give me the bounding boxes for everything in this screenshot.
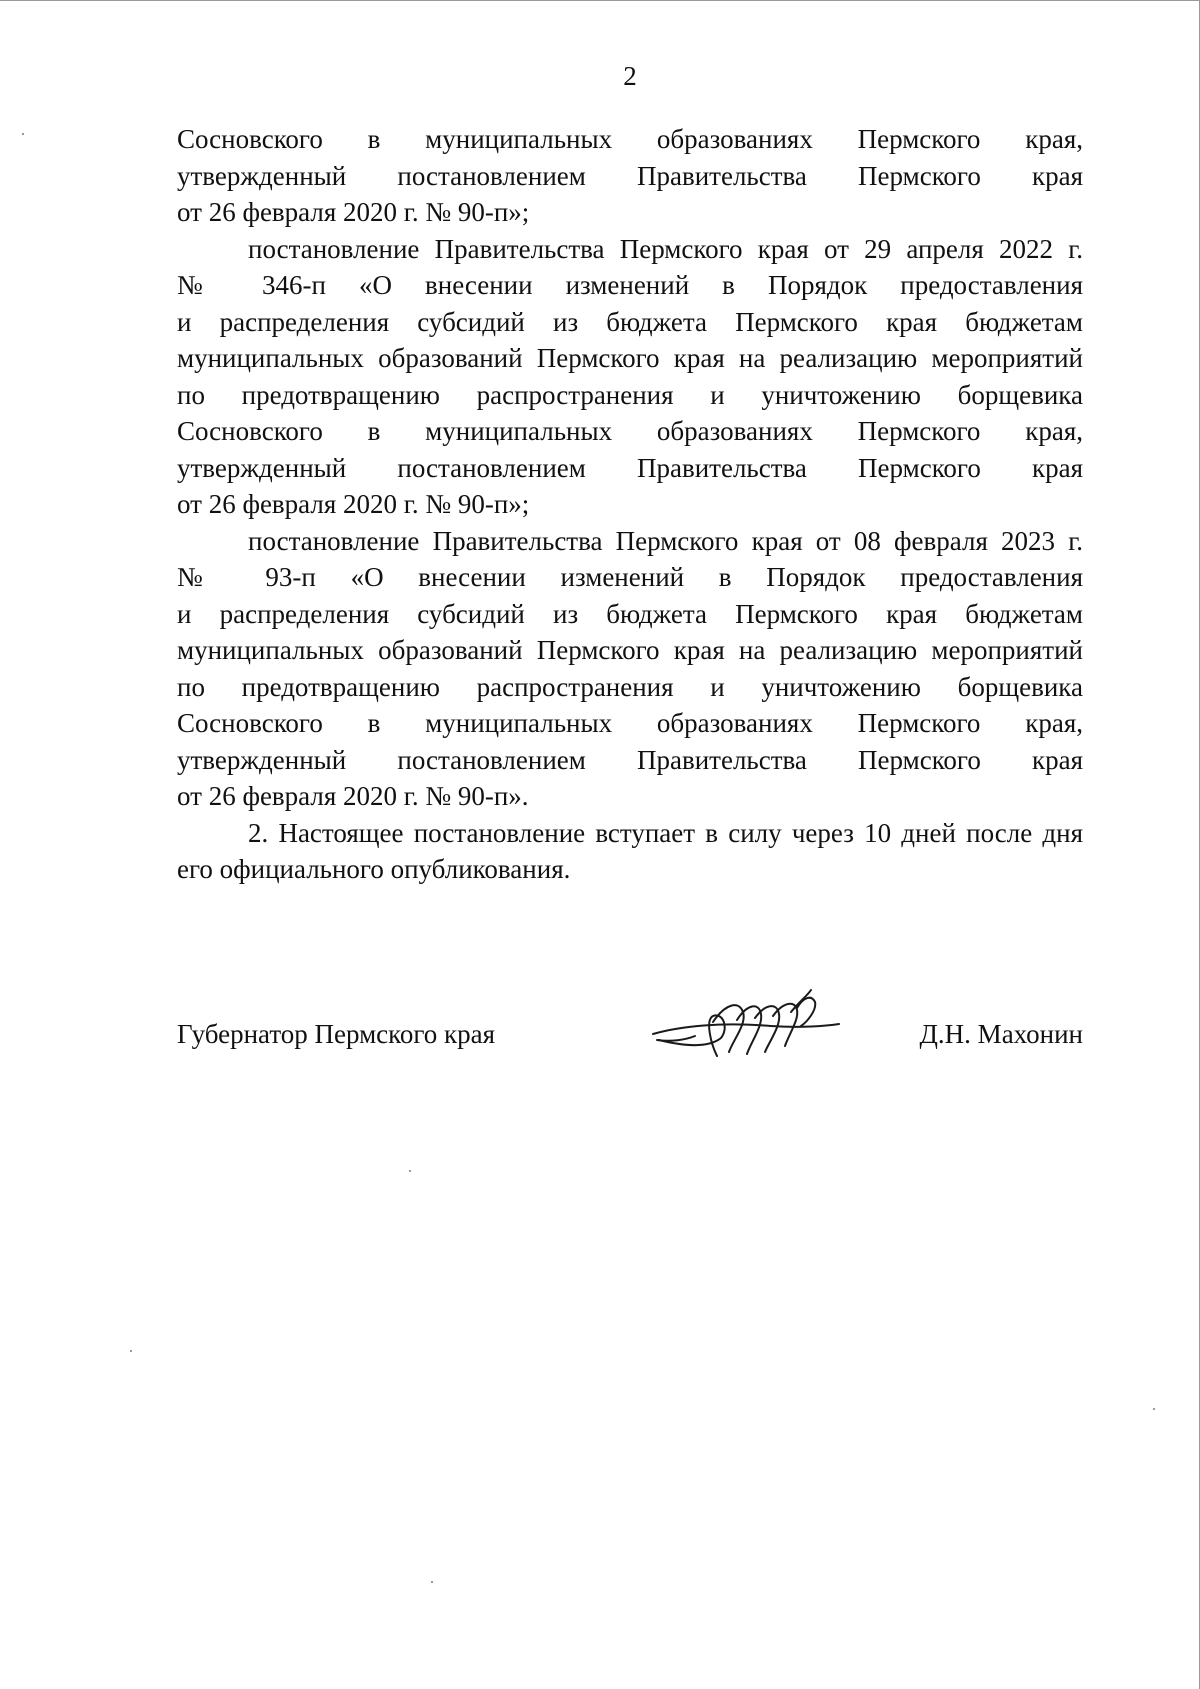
- document-line: постановление Правительства Пермского края от 29 апреля 2022 г.: [248, 233, 1083, 264]
- document-line: его официального опубликования.: [177, 854, 571, 884]
- document-line: 2. Настоящее постановление вступает в силу через 10 дней после дня: [248, 817, 1083, 848]
- scan-speck: [130, 1350, 132, 1352]
- signatory-name: Д.Н. Махонин: [919, 1019, 1083, 1049]
- signature-block: [177, 1016, 1083, 1060]
- document-line: № 93-п «О внесении изменений в Порядок предоставления: [177, 562, 1083, 592]
- document-line: Сосновского в муниципальных образованиях Пермского края,: [177, 124, 1083, 154]
- document-line: № 346-п «О внесении изменений в Порядок предоставления: [177, 270, 1083, 300]
- document-line: от 26 февраля 2020 г. № 90-п»;: [177, 489, 530, 519]
- document-line: и распределения субсидий из бюджета Пермского края бюджетам: [177, 306, 1083, 337]
- document-line: муниципальных образований Пермского края на реализацию мероприятий: [177, 343, 1083, 373]
- document-line: утвержденный постановлением Правительства Пермского края: [177, 452, 1083, 483]
- document-line: от 26 февраля 2020 г. № 90-п»;: [177, 197, 530, 227]
- document-line: и распределения субсидий из бюджета Пермского края бюджетам: [177, 598, 1083, 629]
- document-body: [177, 121, 1083, 888]
- signatory-position: Губернатор Пермского края: [177, 1019, 496, 1049]
- document-line: от 26 февраля 2020 г. № 90-п».: [177, 781, 529, 811]
- document-line: муниципальных образований Пермского края на реализацию мероприятий: [177, 635, 1083, 665]
- document-line: по предотвращению распространения и уничтожению борщевика: [177, 379, 1083, 410]
- document-line: утвержденный постановлением Правительства Пермского края: [177, 744, 1083, 775]
- scan-speck: [431, 1581, 433, 1583]
- scan-speck: [1153, 1408, 1155, 1410]
- page-number: 2: [623, 61, 637, 91]
- scan-speck: [409, 1170, 411, 1172]
- document-line: по предотвращению распространения и уничтожению борщевика: [177, 671, 1083, 702]
- document-line: утвержденный постановлением Правительства Пермского края: [177, 160, 1083, 191]
- document-line: постановление Правительства Пермского края от 08 февраля 2023 г.: [248, 525, 1083, 556]
- scan-speck: [22, 133, 24, 135]
- handwritten-signature: [651, 982, 841, 1064]
- document-line: Сосновского в муниципальных образованиях Пермского края,: [177, 708, 1083, 738]
- document-line: Сосновского в муниципальных образованиях Пермского края,: [177, 416, 1083, 446]
